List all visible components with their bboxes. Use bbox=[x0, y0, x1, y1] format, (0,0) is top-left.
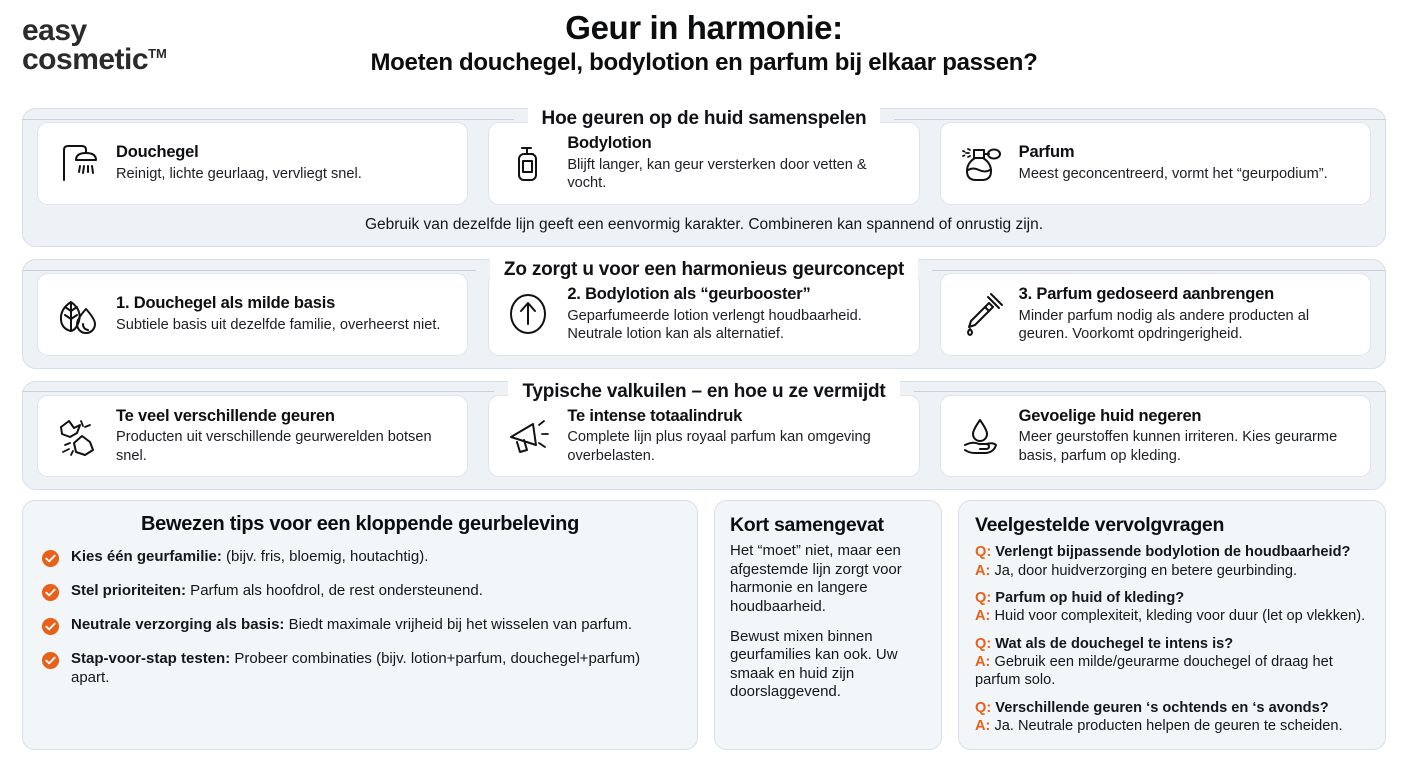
section-2-cards bbox=[37, 273, 1371, 356]
tip-text bbox=[71, 548, 428, 567]
card-title: Gevoelige huid negeren bbox=[1018, 406, 1202, 425]
faq-answer bbox=[975, 717, 1369, 735]
tip-text bbox=[71, 616, 632, 635]
faq-item bbox=[975, 699, 1369, 736]
faq-question bbox=[975, 543, 1369, 561]
section-2-panel bbox=[22, 259, 1386, 369]
tip-rest: Biedt maximale vrijheid bij het wisselen van parfum. bbox=[284, 616, 633, 634]
card-title: 3. Parfum gedoseerd aanbrengen bbox=[1018, 285, 1274, 304]
a-marker: A: bbox=[975, 654, 991, 671]
a-marker: A: bbox=[975, 608, 991, 625]
card-body: Complete lijn plus royaal parfum kan omgeving overbelasten. bbox=[567, 429, 871, 464]
shower-icon bbox=[52, 138, 102, 188]
check-circle-icon bbox=[41, 617, 60, 636]
section-3-cards bbox=[37, 395, 1371, 478]
card-too-many-scents[interactable] bbox=[37, 395, 468, 478]
card-text bbox=[567, 134, 904, 193]
card-text bbox=[567, 285, 904, 344]
faq-answer bbox=[975, 653, 1369, 690]
brand-line-2: cosmetic™ bbox=[22, 43, 167, 77]
tip-rest: (bijv. fris, bloemig, houtachtig). bbox=[221, 548, 429, 566]
tip-lead: Kies één geurfamilie: bbox=[71, 548, 222, 566]
section-pitfalls bbox=[22, 381, 1386, 491]
faq-question bbox=[975, 589, 1369, 607]
card-title: Te intense totaalindruk bbox=[567, 406, 743, 425]
card-douchegel[interactable] bbox=[37, 122, 468, 205]
section-harmonious-concept bbox=[22, 259, 1386, 369]
brand-logo bbox=[22, 16, 167, 75]
section-how-scents-interact bbox=[22, 108, 1386, 247]
list-item bbox=[41, 548, 679, 568]
megaphone-icon bbox=[503, 411, 553, 461]
section-heading-label: Typische valkuilen – en hoe u ze vermijdt bbox=[508, 381, 899, 403]
faq-question-text: Wat als de douchegel te intens is? bbox=[995, 635, 1234, 652]
check-circle-icon bbox=[41, 651, 60, 670]
faq-answer-text: Huid voor complexiteit, kleding voor duur (let op vlekken). bbox=[994, 608, 1366, 625]
page-title bbox=[22, 0, 1386, 77]
brand-line-1: easy bbox=[22, 14, 87, 47]
card-text bbox=[567, 407, 904, 466]
leaf-droplet-icon bbox=[52, 289, 102, 339]
card-title: Te veel verschillende geuren bbox=[116, 406, 335, 425]
section-1-cards bbox=[37, 122, 1371, 205]
dropper-pipette-icon bbox=[955, 289, 1005, 339]
card-title: Bodylotion bbox=[567, 134, 652, 152]
tip-lead: Stap-voor-stap testen: bbox=[71, 650, 231, 668]
card-parfum[interactable] bbox=[940, 122, 1371, 205]
trademark-mark: TM bbox=[148, 46, 167, 62]
card-sensitive-skin[interactable] bbox=[940, 395, 1371, 478]
card-title: 2. Bodylotion als “geurbooster” bbox=[567, 285, 811, 304]
card-title: 1. Douchegel als milde basis bbox=[116, 294, 336, 313]
summary-paragraph-1: Het “moet” niet, maar een afgestemde lijn zorgt voor harmonie en langere houdbaarheid. bbox=[730, 542, 902, 616]
summary-panel bbox=[714, 500, 942, 749]
faq-answer bbox=[975, 607, 1369, 625]
card-step-2-bodylotion-booster[interactable] bbox=[488, 273, 919, 356]
tip-rest: Parfum als hoofdrol, de rest ondersteunend. bbox=[186, 582, 483, 600]
faq-item bbox=[975, 589, 1369, 626]
tip-lead: Stel prioriteiten: bbox=[71, 582, 187, 600]
section-heading-label: Zo zorgt u voor een harmonieus geurconcept bbox=[490, 259, 918, 281]
tip-text bbox=[71, 650, 679, 688]
faq-question bbox=[975, 699, 1369, 717]
faq-panel bbox=[958, 500, 1386, 749]
card-body: Producten uit verschillende geurwerelden botsen snel. bbox=[116, 429, 432, 464]
check-circle-icon bbox=[41, 549, 60, 568]
tip-rest: Probeer combinaties (bijv. lotion+parfum, douchegel+parfum) apart. bbox=[71, 650, 641, 686]
faq-question bbox=[975, 635, 1369, 653]
card-text bbox=[1019, 285, 1356, 344]
summary-paragraph-2: Bewust mixen binnen geurfamilies kan ook. Uw smaak en huid zijn doorslaggevend. bbox=[730, 627, 898, 701]
card-too-intense[interactable] bbox=[488, 395, 919, 478]
list-item bbox=[41, 650, 679, 688]
collision-clash-icon bbox=[52, 411, 102, 461]
card-body: Minder parfum nodig als andere producten al geuren. Voorkomt opdringerigheid. bbox=[1018, 307, 1310, 343]
card-title: Douchegel bbox=[116, 143, 199, 162]
faq-question-text: Verlengt bijpassende bodylotion de houdbaarheid? bbox=[995, 544, 1351, 561]
card-body: Geparfumeerde lotion verlengt houdbaarheid. Neutrale lotion kan als alternatief. bbox=[567, 307, 862, 343]
tip-lead: Neutrale verzorging als basis: bbox=[71, 616, 285, 634]
q-marker: Q: bbox=[975, 544, 992, 561]
card-text bbox=[116, 143, 362, 183]
card-step-3-parfum-doseren[interactable] bbox=[940, 273, 1371, 356]
card-text bbox=[1019, 143, 1328, 183]
a-marker: A: bbox=[975, 718, 991, 735]
section-1-note: Gebruik van dezelfde lijn geeft een eenvormig karakter. Combineren kan spannend of onrustig zijn. bbox=[364, 215, 1044, 233]
card-body: Blijft langer, kan geur versterken door vetten & vocht. bbox=[567, 156, 867, 192]
summary-heading: Kort samengevat bbox=[730, 514, 884, 537]
faq-item bbox=[975, 543, 1369, 580]
a-marker: A: bbox=[975, 562, 991, 579]
card-text bbox=[116, 294, 440, 334]
tip-text bbox=[71, 582, 483, 601]
card-body: Meest geconcentreerd, vormt het “geurpodium”. bbox=[1018, 165, 1328, 182]
card-bodylotion[interactable] bbox=[488, 122, 919, 205]
check-circle-icon bbox=[41, 583, 60, 602]
faq-answer-text: Ja. Neutrale producten helpen de geuren te scheiden. bbox=[994, 718, 1343, 735]
tips-panel bbox=[22, 500, 698, 749]
card-body: Reinigt, lichte geurlaag, vervliegt snel. bbox=[116, 165, 362, 182]
card-text bbox=[116, 407, 453, 466]
faq-question-text: Parfum op huid of kleding? bbox=[995, 589, 1185, 606]
section-heading-label: Hoe geuren op de huid samenspelen bbox=[528, 108, 881, 130]
title-main: Geur in harmonie: bbox=[565, 9, 843, 46]
list-item bbox=[41, 616, 679, 636]
faq-question-text: Verschillende geuren ‘s ochtends en ‘s avonds? bbox=[995, 699, 1329, 716]
title-sub: Moeten douchegel, bodylotion en parfum bij elkaar passen? bbox=[370, 48, 1038, 76]
lotion-pump-bottle-icon bbox=[503, 138, 553, 188]
list-item bbox=[41, 582, 679, 602]
faq-heading: Veelgestelde vervolgvragen bbox=[975, 514, 1225, 537]
card-body: Subtiele basis uit dezelfde familie, overheerst niet. bbox=[116, 317, 441, 334]
page-header bbox=[22, 0, 1386, 96]
hand-droplet-icon bbox=[955, 411, 1005, 461]
card-title: Parfum bbox=[1018, 143, 1075, 162]
faq-answer-text: Gebruik een milde/geurarme douchegel of draag het parfum solo. bbox=[975, 654, 1333, 689]
faq-answer bbox=[975, 562, 1369, 580]
q-marker: Q: bbox=[975, 635, 992, 652]
q-marker: Q: bbox=[975, 589, 992, 606]
section-3-panel bbox=[22, 381, 1386, 491]
tips-heading: Bewezen tips voor een kloppende geurbeleving bbox=[140, 513, 579, 536]
bottom-row bbox=[22, 500, 1386, 749]
card-body: Meer geurstoffen kunnen irriteren. Kies geurarme basis, parfum op kleding. bbox=[1018, 429, 1338, 464]
card-step-1-douchegel-basis[interactable] bbox=[37, 273, 468, 356]
faq-answer-text: Ja, door huidverzorging en betere geurbinding. bbox=[994, 562, 1298, 579]
faq-item bbox=[975, 635, 1369, 690]
arrow-up-circle-icon bbox=[503, 289, 553, 339]
card-text bbox=[1019, 407, 1356, 466]
perfume-bottle-icon bbox=[955, 138, 1005, 188]
q-marker: Q: bbox=[975, 699, 992, 716]
section-1-panel bbox=[22, 108, 1386, 247]
